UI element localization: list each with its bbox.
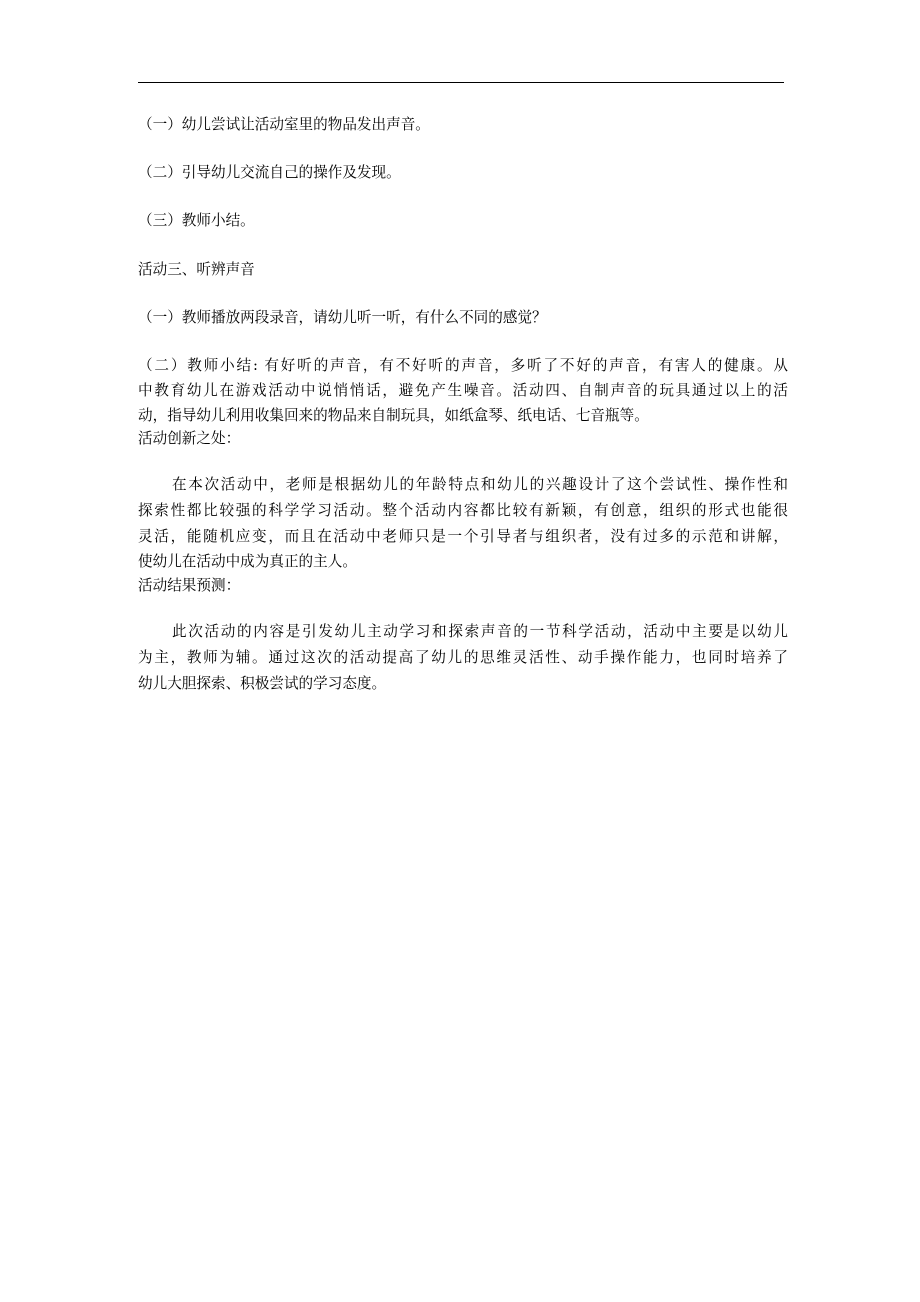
prediction-line: 为主，教师为辅。通过这次的活动提高了幼儿的思维灵活性、动手操作能力，也同时培养了 — [138, 649, 788, 666]
list-item: （一）幼儿尝试让活动室里的物品发出声音。 — [138, 116, 430, 133]
innovation-line: 灵活，能随机应变，而且在活动中老师只是一个引导者与组织者，没有过多的示范和讲解， — [138, 528, 788, 545]
summary-line: 中教育幼儿在游戏活动中说悄悄话，避免产生噪音。活动四、自制声音的玩具通过以上的活 — [138, 382, 788, 399]
innovation-line: 探索性都比较强的科学学习活动。整个活动内容都比较有新颖，有创意，组织的形式也能很 — [138, 502, 788, 519]
list-item: （一）教师播放两段录音，请幼儿听一听，有什么不同的感觉？ — [138, 309, 547, 326]
summary-line: （二）教师小结: 有好听的声音，有不好听的声音，多听了不好的声音，有害人的健康。从 — [138, 357, 788, 374]
list-item: （二）引导幼儿交流自己的操作及发现。 — [138, 164, 401, 181]
prediction-line: 幼儿大胆探索、积极尝试的学习态度。 — [138, 675, 387, 692]
prediction-heading: 活动结果预测： — [138, 577, 241, 594]
innovation-heading: 活动创新之处： — [138, 430, 241, 447]
list-item: （三）教师小结。 — [138, 212, 255, 229]
activity3-heading: 活动三、听辨声音 — [138, 261, 255, 278]
innovation-line: 使幼儿在活动中成为真正的主人。 — [138, 553, 357, 570]
prediction-line: 此次活动的内容是引发幼儿主动学习和探索声音的一节科学活动，活动中主要是以幼儿 — [172, 623, 788, 640]
innovation-line: 在本次活动中，老师是根据幼儿的年龄特点和幼儿的兴趣设计了这个尝试性、操作性和 — [172, 476, 788, 493]
summary-line: 动，指导幼儿利用收集回来的物品来自制玩具，如纸盒琴、纸电话、七音瓶等。 — [138, 407, 649, 424]
header-rule — [138, 82, 784, 83]
